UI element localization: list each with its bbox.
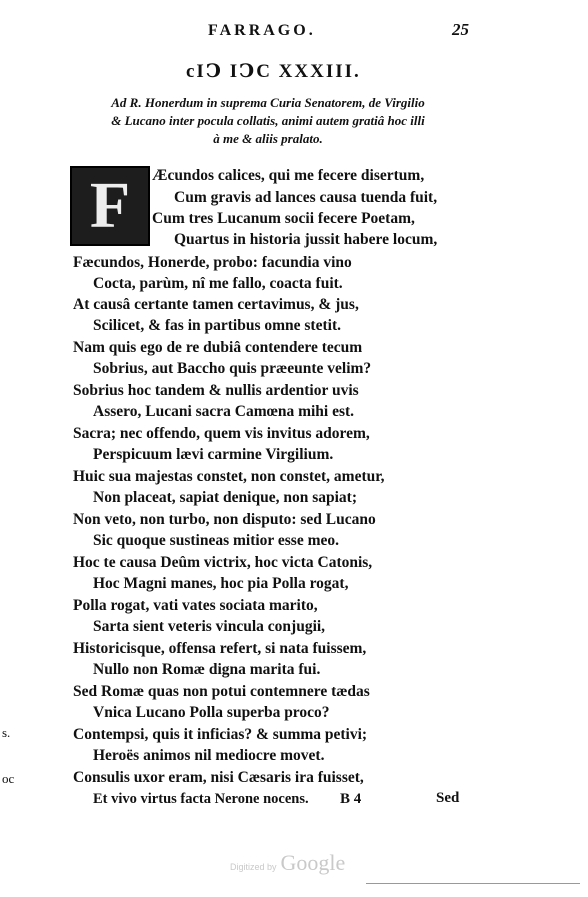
margin-fragment: s. [2,725,11,740]
poem-line: Sic quoque sustineas mitior esse meo. [93,532,340,549]
poem-line: Nam quis ego de re dubiâ contendere tecum [73,339,363,356]
epigram-number: cIↃ IↃC XXXIII. [186,61,361,82]
poem-line: Æcundos calices, qui me fecere disertum, [152,167,425,184]
poem-line: Contempsi, quis it inficias? & summa petivi; [73,726,368,743]
dedication: Ad R. Honerdum in suprema Curia Senatorem, de Virgilio & Lucano inter pocula collatis, animi autem gratiâ hoc illi à me & aliis pralato. [111,95,425,146]
poem-line: Polla rogat, vati vates sociata marito, [73,597,318,614]
poem-line: Sobrius hoc tandem & nullis ardentior uvis [73,382,359,399]
poem-line: Non veto, non turbo, non disputo: sed Lucano [73,511,376,528]
poem-line: Sacra; nec offendo, quem vis invitus adorem, [73,425,370,442]
poem-line: Sarta sient veteris vincula conjugii, [93,618,326,635]
poem-line: Scilicet, & fas in partibus omne stetit. [93,317,341,334]
poem-line: Non placeat, sapiat denique, non sapiat; [93,489,357,506]
digitization-watermark [230,850,345,876]
poem-line: Heroës animos nil mediocre movet. [93,747,325,764]
poem-line: Perspicuum lævi carmine Virgilium. [93,446,334,463]
poem-line: Cocta, parùm, nî me fallo, coacta fuit. [93,275,343,292]
poem-line: Sed Romæ quas non potui contemnere tædas [73,683,370,700]
poem-line: Vnica Lucano Polla superba proco? [93,704,330,721]
poem-line: Cum gravis ad lances causa tuenda fuit, [174,189,438,206]
poem-line: At causâ certante tamen certavimus, & jus, [73,296,359,313]
poem-line: Consulis uxor eram, nisi Cæsaris ira fuisset, [73,769,364,786]
poem-line: Quartus in historia jussit habere locum, [174,231,438,248]
signature-mark: B 4 [340,791,362,807]
poem-line: Cum tres Lucanum socii fecere Poetam, [152,210,415,227]
poem-line: Hoc te causa Deûm victrix, hoc victa Catonis, [73,554,373,571]
page-number: 25 [452,20,469,39]
poem-line: Fæcundos, Honerde, probo: facundia vino [73,254,352,271]
initial-letter: F [89,169,131,242]
catchword: Sed [436,790,460,806]
poem-line: Hoc Magni manes, hoc pia Polla rogat, [93,575,349,592]
poem-line: Nullo non Romæ digna marita fui. [93,661,321,678]
poem-line: Assero, Lucani sacra Camœna mihi est. [93,403,355,420]
poem-line: Huic sua majestas constet, non constet, ametur, [73,468,385,485]
watermark-prefix: Digitized by [230,862,277,872]
poem-line: Et vivo virtus facta Nerone nocens. [93,791,309,807]
running-head: FARRAGO. [208,22,316,39]
poem-line: Historicisque, offensa refert, si nata fuissem, [73,640,367,657]
bottom-rule [366,883,580,884]
margin-fragment: oc [2,771,15,786]
google-logo: Google [280,850,346,875]
poem-line: Sobrius, aut Baccho quis præeunte velim? [93,360,372,377]
